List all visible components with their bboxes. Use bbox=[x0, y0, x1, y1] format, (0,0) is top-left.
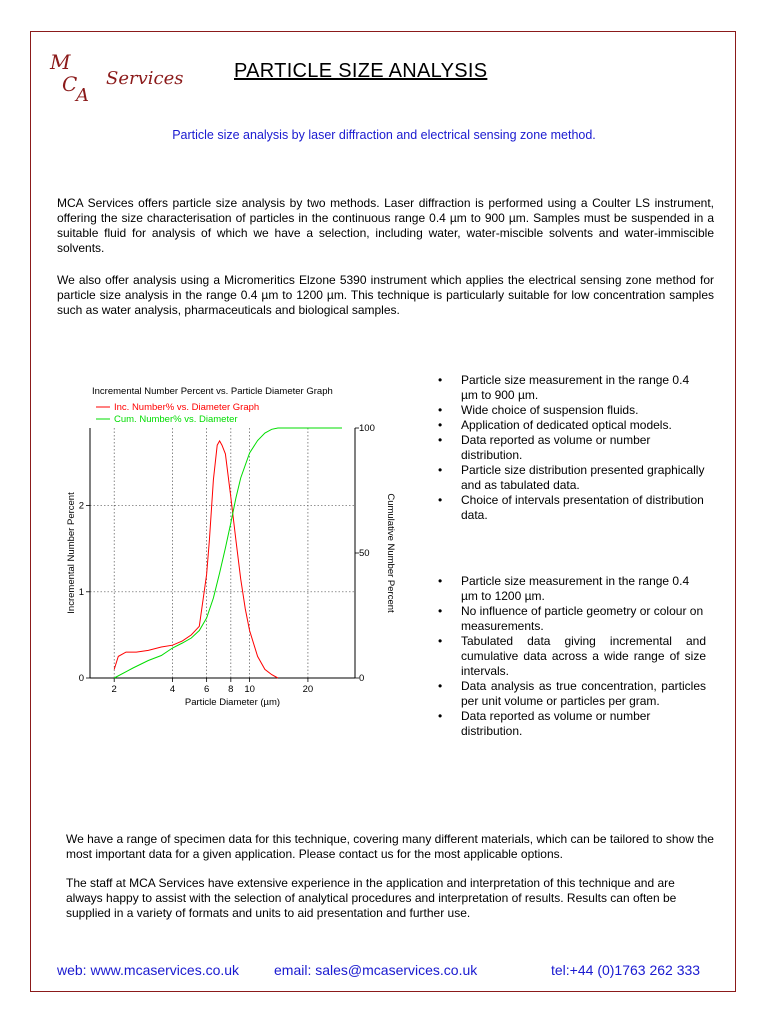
logo-services: Services bbox=[106, 68, 184, 89]
x-tick-label: 4 bbox=[169, 684, 176, 695]
esz-features-list bbox=[438, 574, 706, 739]
series-line-cumulative bbox=[114, 428, 342, 678]
bullet-icon: • bbox=[438, 604, 443, 618]
list-item: • Tabulated data giving incremental and cumulative data across a wide range of size intervals. bbox=[438, 634, 706, 678]
legend-label: Inc. Number% vs. Diameter Graph bbox=[114, 402, 260, 413]
bullet-icon: • bbox=[438, 373, 443, 387]
list-item: • Wide choice of suspension fluids. bbox=[438, 403, 639, 417]
logo-letter-m: M bbox=[50, 50, 71, 74]
list-item: • No influence of particle geometry or colour on measurements. bbox=[438, 604, 704, 633]
x-tick-label: 20 bbox=[302, 684, 314, 695]
y2-tick-label: 100 bbox=[359, 423, 375, 434]
bullet-icon: • bbox=[438, 433, 443, 447]
footer-email-link[interactable]: email: sales@mcaservices.co.uk bbox=[274, 962, 478, 978]
y-axis-label: Incremental Number Percent bbox=[66, 492, 77, 614]
y2-tick-label: 0 bbox=[359, 673, 365, 684]
list-item: • Choice of intervals presentation of distribution data. bbox=[438, 493, 704, 522]
chart-title: Incremental Number Percent vs. Particle Diameter Graph bbox=[92, 386, 333, 397]
list-item: • Particle size measurement in the range 0.4 µm to 1200 µm. bbox=[438, 574, 690, 603]
series-line-incremental bbox=[114, 441, 278, 678]
list-item: • Particle size measurement in the range 0.4 µm to 900 µm. bbox=[438, 373, 690, 402]
bullet-icon: • bbox=[438, 634, 443, 648]
y-tick-label: 1 bbox=[78, 586, 84, 598]
logo-letter-a: A bbox=[76, 85, 89, 106]
particle-size-chart bbox=[60, 378, 396, 708]
y-tick-label: 2 bbox=[78, 500, 84, 512]
bullet-icon: • bbox=[438, 463, 443, 477]
x-tick-label: 2 bbox=[111, 684, 117, 695]
list-item: • Data analysis as true concentration, particles per unit volume or particles per gram. bbox=[438, 679, 706, 708]
footer-telephone: tel:+44 (0)1763 262 333 bbox=[551, 962, 701, 978]
staff-paragraph: The staff at MCA Services have extensive experience in the application and interpretation of this technique and are always happy to assist with the selection of analytical procedures and interpretation of results. Results can often be supplied in a variety of formats and units to aid presentation and further use. bbox=[66, 876, 677, 920]
x-tick-label: 10 bbox=[244, 684, 255, 695]
mca-logo bbox=[48, 50, 198, 110]
page-subtitle: Particle size analysis by laser diffraction and electrical sensing zone method. bbox=[172, 128, 596, 142]
bullet-icon: • bbox=[438, 574, 443, 588]
specimen-paragraph: We have a range of specimen data for this technique, covering many different materials, which can be tailored to show the most important data for a given application. Please contact us for the most applicable options. bbox=[66, 832, 714, 861]
bullet-icon: • bbox=[438, 679, 443, 693]
footer-web-link[interactable]: web: www.mcaservices.co.uk bbox=[57, 962, 240, 978]
list-item: • Data reported as volume or number distribution. bbox=[438, 433, 651, 462]
bullet-icon: • bbox=[438, 493, 443, 507]
y2-axis-label: Cumulative Number Percent bbox=[385, 493, 396, 613]
x-axis-label: Particle Diameter (µm) bbox=[184, 697, 281, 708]
list-item: • Data reported as volume or number distribution. bbox=[438, 709, 651, 738]
y-tick-label: 0 bbox=[78, 673, 84, 684]
page-title: PARTICLE SIZE ANALYSIS bbox=[234, 60, 488, 82]
intro-esz-paragraph: We also offer analysis using a Micromeritics Elzone 5390 instrument which applies the electrical sensing zone method for particle size analysis in the range 0.4 µm to 1200 µm. This technique is particularly suitable for low concentration samples such as water analysis, pharmaceuticals and biological samples. bbox=[57, 273, 714, 317]
list-item: • Particle size distribution presented graphically and as tabulated data. bbox=[438, 463, 705, 492]
bullet-icon: • bbox=[438, 403, 443, 417]
laser-features-list bbox=[438, 373, 706, 523]
x-tick-label: 6 bbox=[203, 684, 210, 695]
legend-label: Cum. Number% vs. Diameter bbox=[114, 414, 238, 425]
bullet-icon: • bbox=[438, 709, 443, 723]
y2-tick-label: 50 bbox=[359, 548, 370, 559]
logo-letter-c: C bbox=[62, 72, 78, 96]
x-tick-label: 8 bbox=[228, 684, 234, 695]
intro-laser-paragraph: MCA Services offers particle size analysis by two methods. Laser diffraction is performed using a Coulter LS instrument, offering the size characterisation of particles in the continuous range 0.4 µm to 900 µm. Samples must be suspended in a suitable fluid for analysis of which we have a selection, including water, water-miscible solvents and water-immiscible solvents. bbox=[57, 196, 714, 255]
list-item: • Application of dedicated optical models. bbox=[438, 418, 672, 432]
bullet-icon: • bbox=[438, 418, 443, 432]
